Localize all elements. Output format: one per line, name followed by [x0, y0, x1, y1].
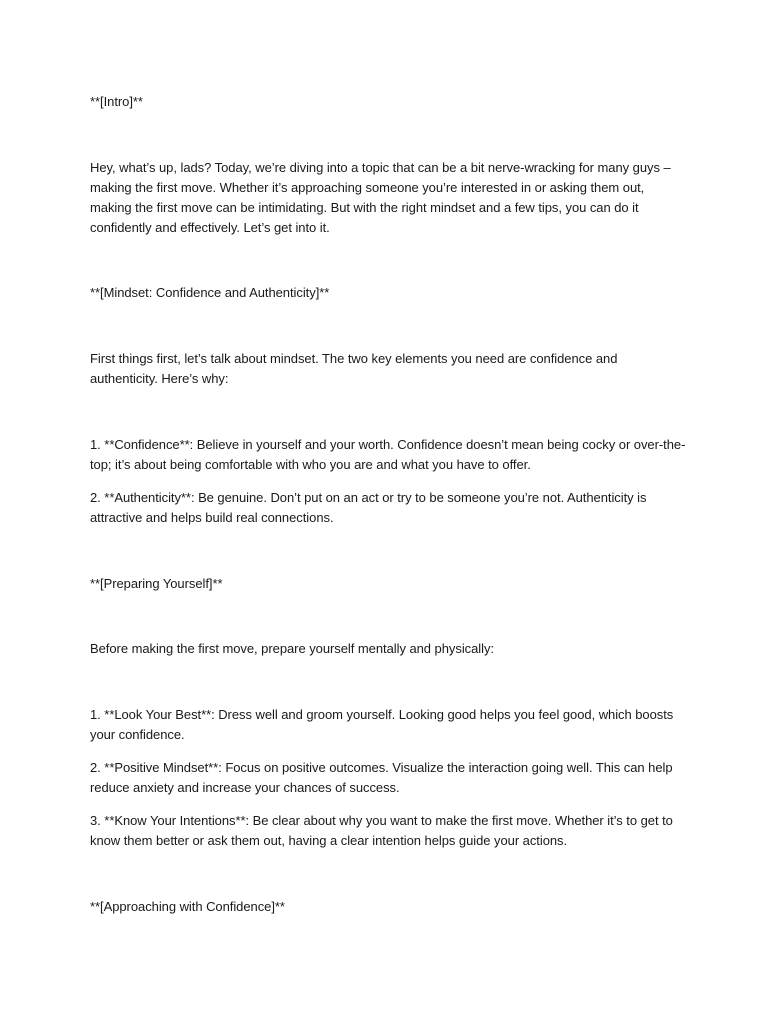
mindset-list-item-confidence: 1. **Confidence**: Believe in yourself and your worth. Confidence doesn’t mean being cocky or over-the-top; it’s about being comfortable with who you are and what you have to offer.: [90, 437, 686, 472]
intro-paragraph: Hey, what’s up, lads? Today, we’re diving into a topic that can be a bit nerve-wracking for many guys – making the first move. Whether it’s approaching someone you’re interested in or asking them out, making the first move can be intimidating. But with the right mindset and a few tips, you can do it confidently and effectively. Let’s get into it.: [90, 160, 671, 235]
mindset-list-item-authenticity: 2. **Authenticity**: Be genuine. Don’t put on an act or try to be someone you’re not. Authenticity is attractive and helps build real connections.: [90, 490, 647, 525]
preparing-heading: **[Preparing Yourself]**: [90, 576, 223, 591]
mindset-heading: **[Mindset: Confidence and Authenticity]**: [90, 285, 330, 300]
intro-heading: **[Intro]**: [90, 94, 143, 109]
preparing-list-item-positive-mindset: 2. **Positive Mindset**: Focus on positive outcomes. Visualize the interaction going well. This can help reduce anxiety and increase your chances of success.: [90, 760, 673, 795]
preparing-list-item-know-your-intentions: 3. **Know Your Intentions**: Be clear about why you want to make the first move. Whether it’s to get to know them better or ask them out, having a clear intention helps guide your actions.: [90, 813, 673, 848]
approaching-heading: **[Approaching with Confidence]**: [90, 899, 285, 914]
preparing-list-item-look-your-best: 1. **Look Your Best**: Dress well and groom yourself. Looking good helps you feel good, which boosts your confidence.: [90, 707, 674, 742]
mindset-paragraph: First things first, let’s talk about mindset. The two key elements you need are confidence and authenticity. Here’s why:: [90, 351, 618, 386]
preparing-paragraph: Before making the first move, prepare yourself mentally and physically:: [90, 641, 494, 656]
